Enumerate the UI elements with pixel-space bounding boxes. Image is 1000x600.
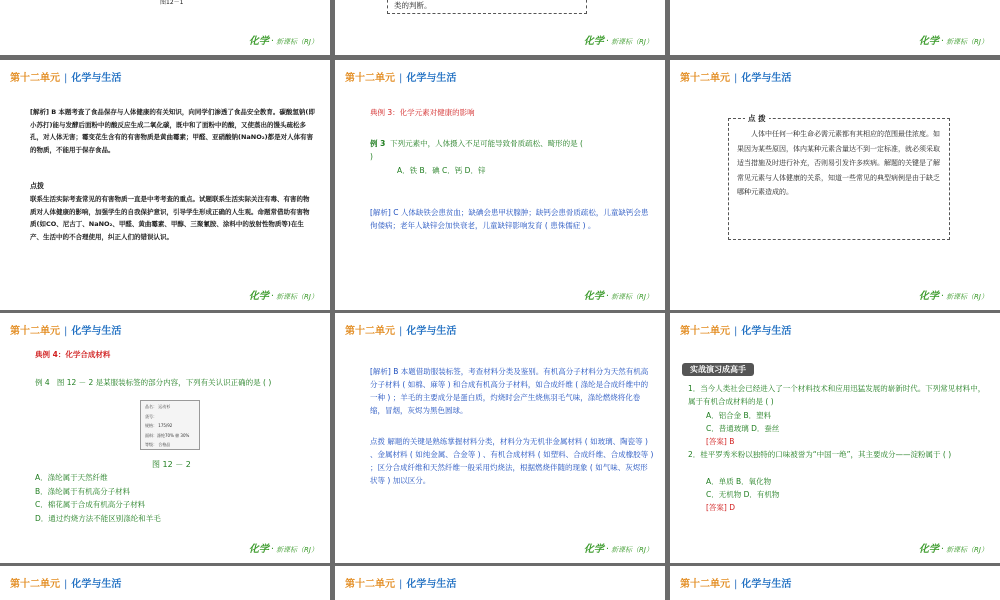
example-heading: 典例 4：化学合成材料 xyxy=(35,350,111,359)
question-1-options-a: A．铝合金 B．塑料 xyxy=(706,411,772,420)
options-list xyxy=(35,471,161,525)
example-heading: 典例 3：化学元素对健康的影响 xyxy=(370,108,475,117)
slide-header: 第十二单元 | 化学与生活 xyxy=(10,73,122,84)
note-box xyxy=(387,0,587,14)
tip-title: 点拨 xyxy=(30,182,44,190)
slide-footer: 化学 · 新课标（RJ） xyxy=(918,36,988,47)
label-row: 面料：涤纶70% 棉 30% xyxy=(145,432,190,438)
slide-bottom-right[interactable] xyxy=(670,566,1000,600)
slide-header: 第十二单元 | 化学与生活 xyxy=(10,326,122,337)
slide-top-left xyxy=(0,0,330,55)
practice-tag-label: 实战演习成高手 xyxy=(682,363,754,376)
slide-7[interactable] xyxy=(0,313,330,563)
question-end: ) xyxy=(370,152,373,161)
question-1: 1．当今人类社会已经进入了一个材料技术和应用迅猛发展的崭新时代。下列常见材料中，属于有机合成材料的是 ( ) xyxy=(688,384,986,406)
note-box-text: 类的判断。 xyxy=(394,1,432,10)
slide-5[interactable] xyxy=(335,60,665,310)
figure-caption: 图 12 － 2 xyxy=(152,460,191,469)
question-text xyxy=(35,376,315,389)
clothing-label-rows xyxy=(145,402,189,450)
label-row: 等级： 合格品 xyxy=(145,442,171,447)
clothing-label-image xyxy=(140,400,200,450)
footer-dot: · xyxy=(270,36,275,47)
option-item: D．通过灼烧方法不能区别涤纶和羊毛 xyxy=(35,513,161,523)
slide-footer: 化学 · 新课标（RJ） xyxy=(583,544,653,555)
slide-header: 第十二单元 | 化学与生活 xyxy=(345,73,457,84)
slide-header: 第十二单元 | 化学与生活 xyxy=(345,326,457,337)
slide-footer: 化学 · 新课标（RJ） xyxy=(583,36,653,47)
footer-rj: 新课标（RJ） xyxy=(276,38,318,46)
slide-header: 第十二单元 | 化学与生活 xyxy=(345,579,457,590)
slide-footer: 化学 · 新课标（RJ） xyxy=(918,291,988,302)
answer-1: [答案] B xyxy=(706,437,735,446)
question-body: 图 12 － 2 是某服装标签的部分内容，下列有关认识正确的是 ( ) xyxy=(56,378,272,387)
slide-footer: 化学 · 新课标（RJ） xyxy=(583,291,653,302)
option-item: C．棉花属于合成有机高分子材料 xyxy=(35,500,146,509)
tip-box xyxy=(728,114,950,240)
options-line: A．铁 B．碘 C．钙 D．锌 xyxy=(397,166,486,175)
tip-box-text: 人体中任何一种生命必需元素都有其相应的范围最佳浓度。如果因为某些原因，体内某种元素含量达不到一定标准，就必须采取适当措施及时进行补充，否则易引发许多疾病。解题的关键是了解常见元素与人体健康的关系，知道一些常见的典型病例是由于缺乏哪种元素造成的。 xyxy=(737,130,940,196)
slide-top-middle xyxy=(335,0,665,55)
slide-bottom-left[interactable] xyxy=(0,566,330,600)
slide-top-right xyxy=(670,0,1000,55)
question-2-options-a: A．单质 B．氧化物 xyxy=(706,477,772,486)
header-unit: 第十二单元 xyxy=(10,73,60,84)
slide-footer: 化学 · 新课标（RJ） xyxy=(918,544,988,555)
slide-header: 第十二单元 | 化学与生活 xyxy=(680,326,792,337)
question-2: 2．桂平罗秀米粉以独特的口味被誉为“中国一绝”，其主要成分——淀粉属于 ( ) xyxy=(688,450,952,459)
answer-2: [答案] D xyxy=(706,503,736,512)
slide-8[interactable] xyxy=(335,313,665,563)
practice-tag xyxy=(682,357,754,376)
slide-6[interactable] xyxy=(670,60,1000,310)
question-body: 下列元素中，人体摄入不足可能导致骨质疏松、畸形的是 ( xyxy=(390,139,583,148)
question-2-options-b: C．无机物 D．有机物 xyxy=(706,490,780,499)
tip-text: 点拨 解题的关键是熟练掌握材料分类，材料分为无机非金属材料 ( 如玻璃、陶瓷等 ) 、金属材料 ( 如纯金属、合金等 ) 、有机合成材料 ( 如塑料、合成纤维、合成橡胶等 ) ；区分合成纤维和天然纤维一般采用灼烧法，根据燃烧伴随的现象 ( 如气味、灰烬形状等 ) 加以区分。 xyxy=(370,437,654,485)
label-row: 规格： 175/92 xyxy=(145,423,173,428)
slide-footer: 化学 · 新课标（RJ） xyxy=(248,544,318,555)
option-item: B．涤纶属于有机高分子材料 xyxy=(35,486,131,496)
slide-footer xyxy=(249,32,318,47)
tip-text: 联系生活实际考查常见的有害物质一直是中考考查的重点。试题联系生活实际关注有毒、有害的物质对人体健康的影响，加强学生的自我保护意识，引导学生形成正确的人生观。命题常借助有害物质(如CO、尼古丁、NaNO₂、甲醛、黄曲霉素、甲醇、三聚氰胺、涂料中的放射性物质等)在生产、生活中的不合理使用，纠正人们的错误认识。 xyxy=(30,195,310,241)
label-row: 品名： 运动衫 xyxy=(145,404,171,409)
slide-footer: 化学 · 新课标（RJ） xyxy=(248,291,318,302)
header-title: 化学与生活 xyxy=(71,73,122,84)
option-item: A．涤纶属于天然纤维 xyxy=(35,473,108,482)
slide-9[interactable] xyxy=(670,313,1000,563)
slide-4[interactable] xyxy=(0,60,330,310)
slide-header: 第十二单元 | 化学与生活 xyxy=(680,579,792,590)
label-row: 货号： xyxy=(145,413,157,419)
slide-header: 第十二单元 | 化学与生活 xyxy=(680,73,792,84)
question-prefix: 例 3 xyxy=(370,139,386,148)
figure-caption: 图12－1 xyxy=(160,0,184,6)
slide-header: 第十二单元 | 化学与生活 xyxy=(10,579,122,590)
question-1-options-b: C．普通玻璃 D．蚕丝 xyxy=(706,424,780,433)
question-text xyxy=(370,137,650,163)
analysis-text: [解析] B 本题借助服装标签，考查材料分类及鉴别。有机高分子材料分为天然有机高分子材料 ( 如棉、麻等 ) 和合成有机高分子材料，如合成纤维 ( 涤纶是合成纤维中的一种 ) ；羊毛的主要成分是蛋白质，灼烧时会产生烧焦羽毛气味，涤纶燃烧将化卷缩，冒烟，灰烬为黑色圆球。 xyxy=(370,367,649,415)
question-prefix: 例 4 xyxy=(35,378,50,387)
slide-bottom-middle[interactable] xyxy=(335,566,665,600)
analysis-text: [解析] B 本题考查了食品保存与人体健康的有关知识，向同学们渗透了食品安全教育。碳酸氢钠(即小苏打)能与发酵后面粉中的酸反应生成二氧化碳，既中和了面粉中的酸，又使蒸出的馒头疏松多孔，对人体无害；霉变花生含有的有害物质是黄曲霉素；甲醛、亚硝酸钠(NaNO₂)都是对人体有害的物质，不能用于保存食品。 xyxy=(30,108,315,154)
footer-chem: 化学 xyxy=(248,36,269,47)
tip-box-title: 点 拨 xyxy=(745,112,769,125)
analysis-text: [解析] C 人体缺铁会患贫血；缺碘会患甲状腺肿；缺钙会患骨质疏松，儿童缺钙会患佝偻病；老年人缺锌会加快衰老，儿童缺锌影响发育 ( 患侏儒症 ) 。 xyxy=(370,208,649,230)
